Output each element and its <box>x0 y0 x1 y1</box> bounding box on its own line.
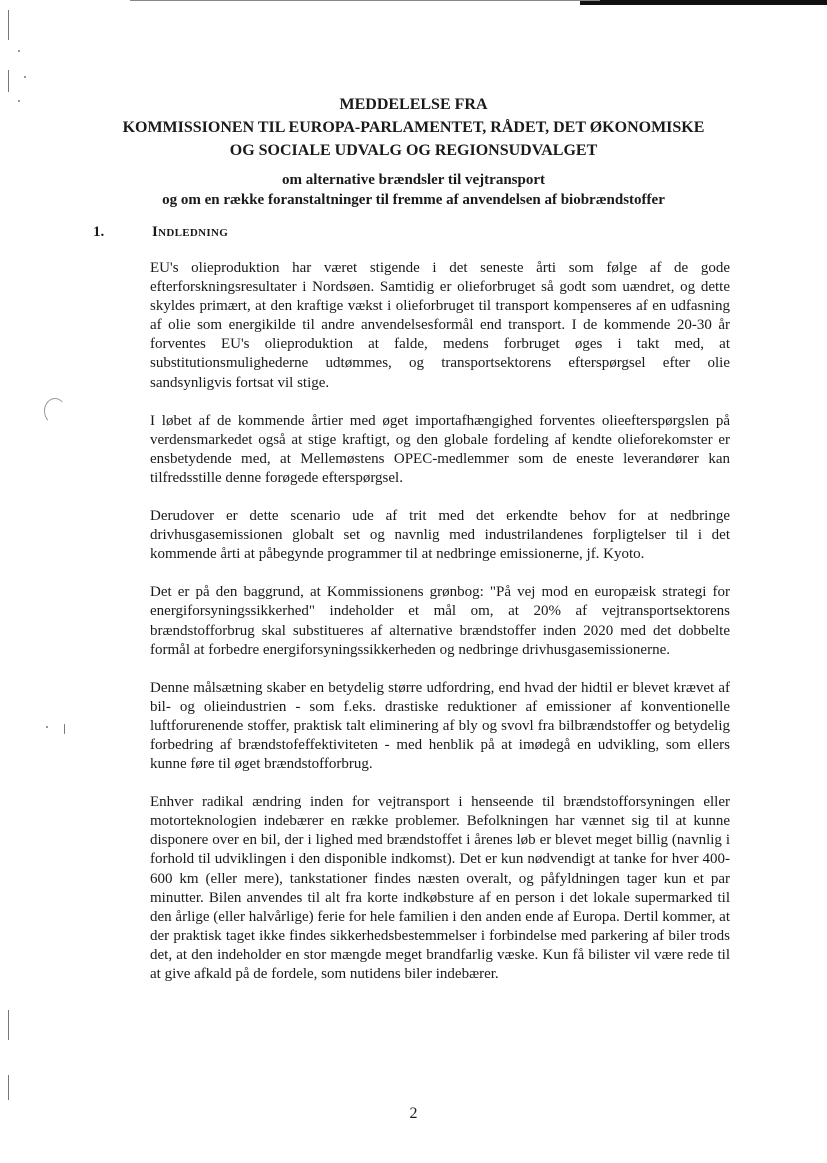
scan-edge-mark <box>8 1075 9 1100</box>
paragraph: EU's olieproduktion har været stigende i det seneste årti som følge af de gode efterforskningsresultater i Nordsøen. Samtidig er olieforbruget så godt som uændret, og dette skyldes primært, at den kraftige vækst i olieforbruget til transport kompenseres af en udfasning af olie som energikilde til andre anvendelsesformål end transport. I de kommende 20-30 år forventes EU's olieproduktion at falde, medens forbruget øges i takt med, at substitutionsmulighederne udtømmes, og transportsektorens efterspørgsel efter olie sandsynligvis fortsat vil stige. <box>150 260 730 391</box>
section-number: 1. <box>93 224 105 240</box>
document-title <box>0 93 827 162</box>
document-subtitle <box>0 170 827 210</box>
body-text <box>150 259 730 1003</box>
scan-speck <box>46 726 48 728</box>
scan-border-top-thick <box>580 0 827 5</box>
scan-border-top-thin <box>130 0 600 1</box>
paragraph: Enhver radikal ændring inden for vejtransport i henseende til brændstofforsyningen eller motorteknologien indebærer en række problemer. Befolkningen har vænnet sig til at kunne disponere over en bil, der i lighed med brændstoffet i årenes løb er blevet meget billig (navnlig i forhold til udviklingen i den disponible indkomst). Det er kun nødvendigt at tanke for hver 400-600 km (eller mere), tankstationer findes næsten overalt, og påfyldningen tager kun et par minutter. Bilen anvendes til alt fra korte indkøbsture af en person i det lokale supermarked til den årlige (eller halvårlige) ferie for hele familien i den anden ende af Europa. Dertil kommer, at der praktisk taget ikke findes sikkerhedsbestemmelser i forbindelse med parkering af biler trods det, at den indeholder en stor mængde meget brandfarlig væske. Kun få bilister vil være rede til at give afkald på de fordele, som nutidens biler indebærer. <box>150 794 730 982</box>
scan-edge-mark <box>8 1010 9 1040</box>
title-line-3: OG SOCIALE UDVALG OG REGIONSUDVALGET <box>229 142 598 159</box>
subtitle-line-1: om alternative brændsler til vejtransport <box>281 172 545 188</box>
punch-hole-mark <box>44 398 66 424</box>
scan-edge-mark <box>8 10 9 40</box>
scan-speck <box>24 76 26 78</box>
paragraph: Derudover er dette scenario ude af trit med det erkendte behov for at nedbringe drivhusgasemissionen globalt set og navnlig med industrilandenes forpligtelser til i det kommende årti at påbegynde programmer til at nedbringe emissionerne, jf. Kyoto. <box>150 508 730 563</box>
paragraph: Denne målsætning skaber en betydelig større udfordring, end hvad der hidtil er blevet krævet af bil- og olieindustrien - som f.eks. drastiske reduktioner af emissioner af konventionelle luftforurenende stoffer, praktisk talt eliminering af bly og svovl fra bilbrændstoffer og betydelig forbedring af brændstofeffektiviteten - med henblik på at imødegå en udvikling, som ellers kunne føre til øget brændstofforbrug. <box>150 679 730 773</box>
paragraph: Det er på den baggrund, at Kommissionens grønbog: "På vej mod en europæisk strategi for energiforsyningssikkerhed" indeholder et mål om, at 20% af vejtransportsektorens brændstofforbrug skal substitueres af alternative brændstoffer inden 2020 med det dobbelte formål at forbedre energiforsyningssikkerheden og nedbringe drivhusgasemissionerne. <box>150 584 730 658</box>
scan-speck <box>64 724 65 734</box>
section-title: Indledning <box>152 224 229 240</box>
scan-speck <box>18 50 20 52</box>
paragraph: I løbet af de kommende årtier med øget importafhængighed forventes olieefterspørgslen på verdensmarkedet også at stige kraftigt, og den globale fordeling af kendte olieforekomster er ensbetydende med, at Mellemøstens OPEC-medlemmer som de eneste leverandører kan tilfredsstille denne forøgede efterspørgsel. <box>150 412 730 486</box>
page-number: 2 <box>409 1105 418 1122</box>
title-line-1: MEDDELELSE FRA <box>339 96 488 113</box>
scan-edge-mark <box>8 70 9 92</box>
subtitle-line-2: og om en række foranstaltninger til fremme af anvendelsen af biobrændstoffer <box>162 192 665 208</box>
title-line-2: KOMMISSIONEN TIL EUROPA-PARLAMENTET, RÅDET, DET ØKONOMISKE <box>122 119 705 136</box>
